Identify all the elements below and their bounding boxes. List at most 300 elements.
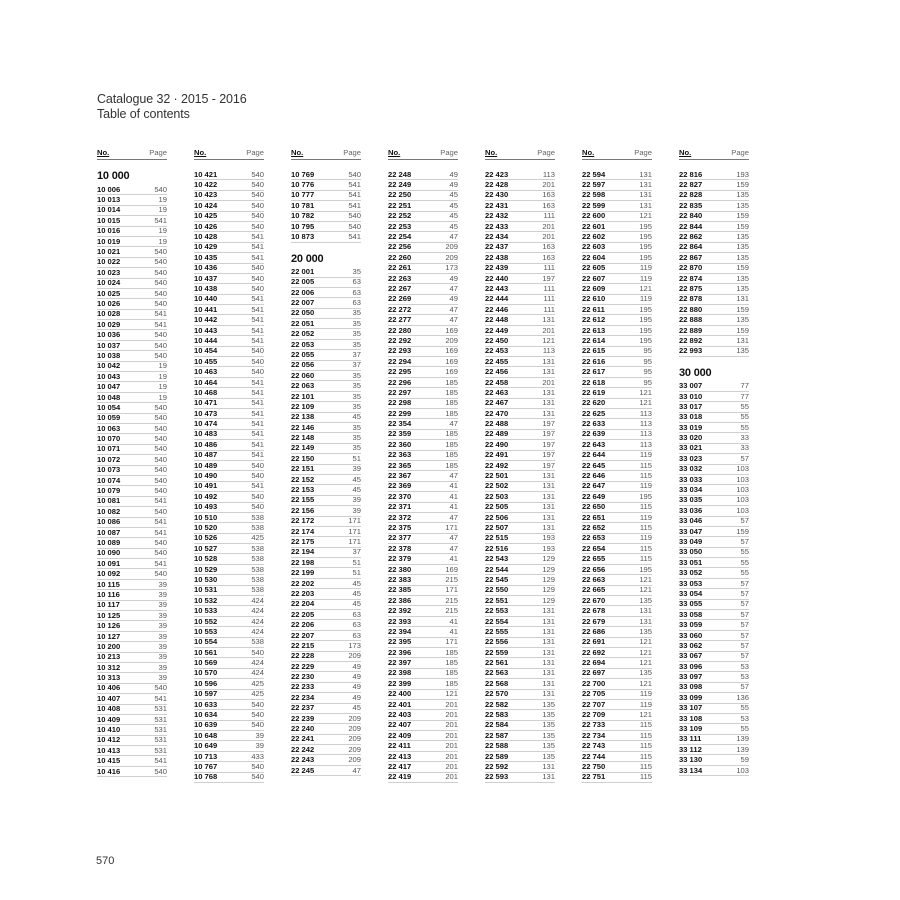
item-number: 22 568 (485, 678, 509, 688)
index-row (485, 586, 555, 596)
item-number: 22 172 (291, 516, 315, 526)
index-row (97, 767, 167, 777)
index-row (97, 206, 167, 216)
item-number: 10 474 (194, 419, 218, 429)
item-page: 531 (154, 725, 167, 735)
item-number: 22 432 (485, 211, 509, 221)
item-number: 22 874 (679, 273, 703, 283)
item-page: 424 (251, 668, 264, 678)
index-row (194, 451, 264, 461)
item-number: 33 096 (679, 661, 703, 671)
item-number: 22 377 (388, 533, 412, 543)
index-row (97, 185, 167, 195)
column-header-no: No. (388, 148, 401, 157)
item-number: 22 109 (291, 401, 315, 411)
index-row (679, 315, 749, 325)
item-number: 22 827 (679, 180, 703, 190)
item-number: 10 028 (97, 309, 121, 319)
item-page: 49 (449, 294, 458, 304)
item-page: 195 (639, 564, 652, 574)
item-number: 22 399 (388, 678, 412, 688)
item-page: 115 (639, 761, 652, 771)
item-page: 119 (639, 481, 652, 491)
section-heading: 20 000 (291, 253, 324, 266)
index-row (485, 471, 555, 481)
item-page: 541 (348, 232, 361, 242)
item-number: 10 487 (194, 450, 218, 460)
index-row (679, 191, 749, 201)
index-row (194, 253, 264, 263)
index-row (679, 579, 749, 589)
index-column (97, 148, 167, 777)
column-header-page: Page (246, 148, 264, 157)
item-page: 111 (543, 263, 555, 273)
item-page: 51 (352, 453, 361, 463)
item-page: 119 (639, 450, 652, 460)
item-page: 193 (736, 169, 749, 179)
item-number: 10 021 (97, 247, 121, 257)
item-page: 541 (251, 377, 264, 387)
index-row (97, 621, 167, 631)
item-page: 540 (251, 356, 264, 366)
item-page: 173 (445, 263, 458, 273)
index-row (679, 264, 749, 274)
index-row (485, 264, 555, 274)
index-row (388, 284, 458, 294)
item-number: 22 449 (485, 325, 509, 335)
item-number: 22 709 (582, 710, 606, 720)
index-row (194, 617, 264, 627)
item-number: 10 037 (97, 340, 121, 350)
index-row (485, 378, 555, 388)
index-row (679, 755, 749, 765)
item-number: 22 614 (582, 335, 606, 345)
index-row (97, 330, 167, 340)
index-row (485, 627, 555, 637)
item-number: 22 751 (582, 772, 606, 782)
item-page: 103 (736, 464, 749, 474)
item-number: 10 873 (291, 232, 315, 242)
item-number: 22 252 (388, 211, 412, 221)
index-row (582, 336, 652, 346)
item-number: 22 242 (291, 744, 315, 754)
index-row (291, 319, 361, 329)
item-number: 22 889 (679, 325, 703, 335)
item-page: 131 (542, 761, 555, 771)
item-number: 22 502 (485, 481, 509, 491)
column-header (194, 148, 264, 160)
item-number: 33 062 (679, 640, 703, 650)
index-row (582, 274, 652, 284)
item-number: 22 617 (582, 367, 606, 377)
item-page: 540 (154, 350, 167, 360)
item-page: 540 (251, 460, 264, 470)
item-number: 10 036 (97, 330, 121, 340)
item-number: 22 417 (388, 761, 412, 771)
item-page: 541 (251, 242, 264, 252)
index-row (194, 721, 264, 731)
index-row (97, 279, 167, 289)
item-number: 22 380 (388, 564, 412, 574)
index-row (388, 180, 458, 190)
index-row (582, 264, 652, 274)
index-row (679, 180, 749, 190)
index-row (388, 212, 458, 222)
index-row (194, 367, 264, 377)
item-number: 10 444 (194, 335, 218, 345)
index-row (485, 575, 555, 585)
index-row (485, 554, 555, 564)
item-number: 22 618 (582, 377, 606, 387)
index-row (582, 399, 652, 409)
item-number: 22 392 (388, 606, 412, 616)
item-number: 22 267 (388, 284, 412, 293)
index-row (291, 620, 361, 630)
item-page: 63 (352, 287, 361, 297)
index-row (194, 606, 264, 616)
item-number: 22 450 (485, 335, 509, 345)
item-page: 49 (352, 661, 361, 671)
index-row (291, 475, 361, 485)
item-number: 22 609 (582, 284, 606, 293)
item-page: 63 (352, 298, 361, 307)
item-number: 22 395 (388, 637, 412, 647)
item-number: 22 700 (582, 678, 606, 688)
column-header-page: Page (440, 148, 458, 157)
item-number: 22 245 (291, 765, 315, 775)
index-row (291, 672, 361, 682)
item-number: 33 020 (679, 433, 703, 443)
item-page: 135 (542, 741, 555, 751)
index-row (388, 347, 458, 357)
item-number: 22 354 (388, 419, 412, 429)
item-number: 22 506 (485, 512, 509, 522)
item-number: 22 620 (582, 398, 606, 408)
item-page: 57 (740, 609, 749, 619)
item-page: 171 (445, 585, 458, 595)
index-row (388, 586, 458, 596)
item-page: 19 (158, 382, 167, 392)
item-page: 540 (251, 647, 264, 657)
index-row (194, 243, 264, 253)
item-number: 10 633 (194, 699, 218, 709)
index-row (485, 565, 555, 575)
index-row (582, 295, 652, 305)
item-page: 531 (154, 714, 167, 724)
index-row (388, 232, 458, 242)
item-page: 173 (348, 640, 361, 650)
item-number: 33 051 (679, 557, 703, 567)
item-number: 22 205 (291, 609, 315, 619)
item-page: 131 (736, 335, 749, 345)
item-number: 33 058 (679, 609, 703, 619)
item-page: 201 (542, 232, 555, 242)
index-row (485, 679, 555, 689)
item-number: 22 446 (485, 304, 509, 314)
item-page: 39 (352, 505, 361, 515)
index-row (582, 243, 652, 253)
index-row (291, 485, 361, 495)
item-page: 541 (251, 252, 264, 262)
item-number: 22 370 (388, 491, 412, 501)
index-row (582, 180, 652, 190)
item-page: 541 (154, 527, 167, 537)
index-row (388, 596, 458, 606)
item-page: 55 (740, 422, 749, 432)
item-number: 33 134 (679, 765, 703, 775)
index-row (97, 247, 167, 257)
item-page: 103 (736, 474, 749, 484)
item-number: 22 174 (291, 526, 315, 536)
index-row (194, 191, 264, 201)
index-row (97, 434, 167, 444)
index-row (679, 631, 749, 641)
item-number: 10 127 (97, 631, 121, 641)
index-row (194, 658, 264, 668)
item-page: 119 (639, 294, 652, 304)
item-page: 119 (639, 273, 652, 283)
column-header-page: Page (149, 148, 167, 157)
item-number: 10 089 (97, 537, 121, 547)
index-row (485, 492, 555, 502)
item-number: 22 554 (485, 616, 509, 626)
item-page: 163 (542, 200, 555, 210)
index-row (194, 212, 264, 222)
item-number: 22 604 (582, 252, 606, 262)
index-row (97, 528, 167, 538)
item-page: 111 (543, 211, 555, 221)
item-number: 22 228 (291, 651, 315, 661)
item-number: 10 441 (194, 304, 218, 314)
item-page: 39 (158, 631, 167, 641)
item-number: 10 553 (194, 626, 218, 636)
index-row (291, 267, 361, 277)
section-heading: 10 000 (97, 170, 130, 182)
index-row (679, 444, 749, 454)
item-page: 193 (542, 543, 555, 553)
index-row (485, 295, 555, 305)
item-number: 22 584 (485, 720, 509, 730)
item-page: 195 (639, 252, 652, 262)
item-page: 49 (352, 682, 361, 692)
item-number: 10 126 (97, 621, 121, 631)
index-row (388, 201, 458, 211)
item-number: 22 456 (485, 367, 509, 377)
index-row (194, 232, 264, 242)
index-row (582, 201, 652, 211)
item-page: 540 (251, 190, 264, 200)
index-row (194, 565, 264, 575)
index-row (194, 409, 264, 419)
index-row (194, 295, 264, 305)
item-number: 10 117 (97, 600, 120, 610)
index-row (485, 773, 555, 783)
item-number: 10 079 (97, 486, 121, 496)
item-number: 33 099 (679, 692, 703, 702)
item-number: 22 686 (582, 626, 606, 636)
index-row (194, 575, 264, 585)
item-number: 10 530 (194, 574, 218, 584)
index-row (679, 693, 749, 703)
item-number: 22 371 (388, 502, 412, 512)
index-row (582, 606, 652, 616)
item-page: 541 (348, 190, 361, 200)
item-page: 57 (740, 682, 749, 692)
item-page: 135 (736, 273, 749, 283)
index-row (679, 745, 749, 755)
column-header-no: No. (97, 148, 110, 157)
item-page: 129 (542, 585, 555, 595)
item-number: 22 260 (388, 252, 412, 262)
item-number: 22 649 (582, 491, 606, 501)
item-page: 185 (445, 429, 458, 439)
item-number: 10 421 (194, 169, 218, 179)
item-number: 22 149 (291, 443, 315, 453)
index-row (679, 475, 749, 485)
item-page: 131 (542, 471, 555, 481)
spacer (679, 357, 749, 367)
index-column (485, 148, 555, 783)
index-row (582, 232, 652, 242)
item-page: 541 (251, 398, 264, 408)
item-number: 22 816 (679, 169, 703, 179)
item-page: 209 (348, 734, 361, 744)
index-row (291, 631, 361, 641)
index-row (97, 663, 167, 673)
item-number: 10 489 (194, 460, 218, 470)
item-page: 424 (251, 616, 264, 626)
item-page: 540 (251, 720, 264, 730)
item-page: 541 (251, 304, 264, 314)
index-row (194, 336, 264, 346)
index-row (97, 310, 167, 320)
item-page: 540 (154, 330, 167, 340)
item-number: 10 074 (97, 475, 121, 485)
item-page: 131 (542, 387, 555, 397)
item-page: 35 (352, 339, 361, 349)
index-row (97, 756, 167, 766)
item-number: 22 491 (485, 450, 509, 460)
index-row (679, 672, 749, 682)
item-number: 22 433 (485, 221, 509, 231)
item-page: 111 (543, 284, 555, 293)
item-page: 531 (154, 745, 167, 755)
index-row (388, 253, 458, 263)
index-row (194, 471, 264, 481)
item-page: 45 (352, 599, 361, 609)
item-number: 22 744 (582, 751, 606, 761)
item-number: 10 090 (97, 548, 121, 558)
index-row (291, 704, 361, 714)
item-page: 424 (251, 626, 264, 636)
index-row (194, 679, 264, 689)
item-number: 22 633 (582, 419, 606, 429)
index-row (291, 201, 361, 211)
index-column (291, 148, 361, 776)
item-page: 538 (251, 585, 264, 595)
item-page: 121 (639, 284, 652, 293)
item-page: 41 (449, 481, 458, 491)
item-page: 131 (542, 637, 555, 647)
index-row (291, 506, 361, 516)
item-page: 201 (445, 772, 458, 782)
item-number: 22 298 (388, 398, 412, 408)
item-number: 10 038 (97, 350, 121, 360)
item-number: 22 656 (582, 564, 606, 574)
index-row (485, 596, 555, 606)
index-row (291, 735, 361, 745)
index-row (291, 180, 361, 190)
item-number: 10 648 (194, 730, 218, 740)
item-page: 135 (542, 710, 555, 720)
item-number: 22 875 (679, 284, 703, 293)
item-page: 129 (542, 564, 555, 574)
item-page: 197 (542, 460, 555, 470)
item-number: 22 006 (291, 287, 315, 297)
item-number: 10 200 (97, 641, 121, 651)
item-number: 22 880 (679, 304, 703, 314)
index-row (97, 216, 167, 226)
item-page: 19 (158, 195, 167, 205)
item-page: 41 (449, 554, 458, 564)
item-page: 531 (154, 704, 167, 714)
index-row (194, 554, 264, 564)
item-number: 10 428 (194, 232, 218, 242)
index-row (194, 710, 264, 720)
index-row (388, 461, 458, 471)
item-number: 10 634 (194, 710, 218, 720)
item-number: 10 416 (97, 766, 121, 776)
item-number: 33 111 (679, 734, 702, 744)
index-row (291, 548, 361, 558)
item-page: 538 (251, 522, 264, 532)
index-row (97, 705, 167, 715)
index-row (582, 638, 652, 648)
item-page: 538 (251, 543, 264, 553)
item-page: 215 (445, 574, 458, 584)
item-number: 22 152 (291, 474, 315, 484)
index-row (582, 513, 652, 523)
item-number: 10 116 (97, 589, 120, 599)
item-page: 171 (348, 516, 361, 526)
item-page: 121 (542, 335, 555, 345)
item-page: 185 (445, 460, 458, 470)
index-row (291, 288, 361, 298)
item-number: 22 444 (485, 294, 509, 304)
item-number: 22 489 (485, 429, 509, 439)
item-number: 10 415 (97, 756, 121, 766)
index-row (388, 669, 458, 679)
item-number: 22 559 (485, 647, 509, 657)
item-number: 22 409 (388, 730, 412, 740)
item-page: 185 (445, 408, 458, 418)
index-row (97, 414, 167, 424)
index-row (194, 773, 264, 783)
index-row (291, 423, 361, 433)
index-row (485, 440, 555, 450)
index-row (388, 419, 458, 429)
item-number: 22 888 (679, 315, 703, 325)
item-page: 185 (445, 439, 458, 449)
item-page: 540 (154, 444, 167, 454)
item-page: 541 (251, 419, 264, 429)
index-row (194, 378, 264, 388)
item-page: 541 (251, 294, 264, 304)
item-page: 540 (251, 211, 264, 221)
item-page: 185 (445, 647, 458, 657)
index-row (582, 565, 652, 575)
item-number: 10 649 (194, 741, 218, 751)
